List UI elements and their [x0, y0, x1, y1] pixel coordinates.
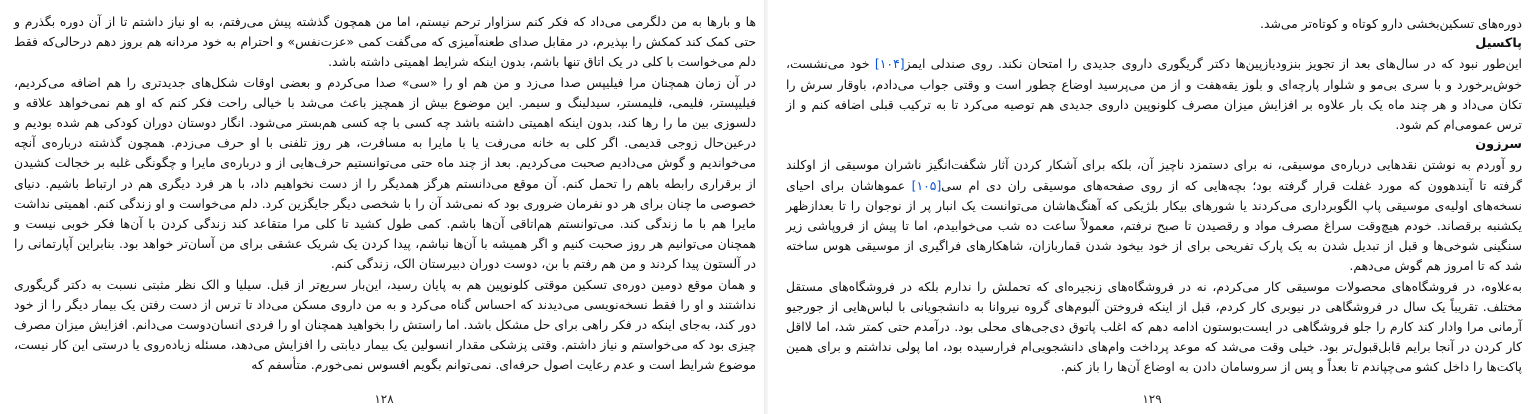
paragraph: به‌علاوه، در فروشگاه‌های محصولات موسیقی کار می‌کردم، نه در فروشگاه‌های زنجیره‌ای که تحملش را ندارم بلکه در فروشگاه‌های مستقل مختلف. تقریباً یک سال در فروشگاهی در نیوبری کار کردم، قبل از اینکه فروختن آلبوم‌های گروه نیروانا به دانشجویانی با لباس‌هایی از جورجیو آرمانی مرا وادار کند کارم را جلو فروشگاهی در ایست‌بوستون ادامه دهم که اغلب پاتوق دی‌جی‌های محلی بود. درآمدم حتی کمتر شد، اما لااقل کار کردن در آنجا برایم قابل‌قبول‌تر بود. خیلی وقت می‌شد که موعد پرداخت وام‌های دانشجویی‌ام فرارسیده بود، اما پولی نداشتم و برای همین پاکت‌ها را داخل کشو می‌چپاندم تا بعداً و پس از سروسامان دادن به اوضاع آن‌ها را باز کنم. — [786, 278, 1522, 375]
paragraph — [786, 155, 1522, 276]
paragraph: ها و بارها به من دلگرمی می‌داد که فکر کنم سزاوار ترحم نیستم، اما من همچون گذشته پیش می‌رفتم، به او نیاز داشتم تا از آن دوره بگذرم و حتی کمک کند کمکش را بپذیرم، در مقابل صدای طعنه‌آمیزی که می‌گفت کمی «عزت‌نفس» و احترام به خود مردانه هم بروز دهم درحالی‌که فقط دلم می‌خواست با کلی در یک اتاق تنها باشم، بدون اینکه شرایط اهمیتی داشته باشد. — [14, 14, 756, 70]
section-heading: سرزون — [1475, 137, 1522, 153]
right-page — [768, 0, 1536, 414]
left-page-text — [14, 12, 756, 376]
paragraph: و همان موقع دومین دوره‌ی تسکین موقتی کلونوپین هم به پایان رسید، این‌بار سریع‌تر از قبل. سیلیا و الک نظر مثبتی نسبت به دکتر گریگوری نداشتند و او را فقط نسخه‌نویسی می‌دیدند که احساس گناه می‌کرد و به من داروی مسکن می‌داد تا ترس از دست رفتن یک بیمار دیگر را از خود دور کند، به‌جای اینکه در فکر راهی برای حل مشکل باشد. اما راستش را بخواهید همچنان او را فردی انسان‌دوست می‌دانم. افزایش میزان مصرف چیزی بود که می‌خواستم و نیاز داشتم. وقتی پزشکی مقدار انسولین یک بیمار دیابتی را افزایش می‌دهد، مسئله زیاده‌روی یا درستی این کار نیست، موضوع شرایط است و عدم رعایت اصول حرفه‌ای. نمی‌توانم بگویم افسوس نمی‌خورم. متأسفم که — [14, 276, 756, 373]
paragraph: در آن زمان همچنان مرا فیلیپس صدا می‌زد و من هم او را «سی» صدا می‌کردم و بعضی اوقات شکل‌های جدیدتری را هم اضافه می‌کردیم، فیلیپستر، فلیمی، فلیمستر، سیدلینگ و سیمر. این موضوع بیش از همچیز باعث می‌شد با خیالی راحت فکر کنم که او هم نمی‌خواهد علاقه و دلسوزی بین ما را رها کند، بدون اینکه اهمیتی داشته باشد چه کسی با چه کسی هم‌بستر می‌شود. انگار دوستان دوران کودکی هم شده بودیم و درعین‌حال زوجی قدیمی. اگر کلی به خانه می‌رفت یا با مایرا به مسافرت، هر روز تلفنی با او حرف می‌زدم. همچون گذشته درباره‌ی آنچه می‌خواندیم و گوش می‌دادیم صحبت می‌کردیم. بعد از چند ماه حتی می‌توانستیم حرف‌هایی از و درباره‌ی مایرا و چگونگی غلبه بر خجالت کشیدن از برقراری رابطه باهم را تحمل کنم. آن موقع می‌دانستم هرگز همدیگر را از دست نخواهیم داد، با هر فرد دیگری هم در ارتباط باشیم. دنیای خصوصی ما چنان برای هر دو نفرمان ضروری بود که نمی‌شد آن را با شخصی دیگر جایگزین کرد. دلم می‌خواست و او زندگی کنم. اهمیتی نداشت مایرا هم با ما زندگی کند. می‌توانستم هم‌اتاقی آن‌ها باشم. کمی طول کشید تا کلی مرا متقاعد کند زندگی کردن با آن‌ها فکر خوبی نیست و همچنان می‌توانیم هر روز صحبت کنیم و اگر همیشه با آن‌ها نباشم، پیدا کردن یک شریک عشقی برای من آسان‌تر خواهد بود. بنابراین آپارتمانی را در آلستون پیدا کردند و من هم رفتم با بن، دوست دوران دبیرستان الک، زندگی کنم. — [14, 74, 756, 272]
paragraph: دوره‌های تسکین‌بخشی دارو کوتاه و کوتاه‌تر می‌شد. — [1260, 16, 1522, 31]
page-number: ۱۲۹ — [1142, 392, 1162, 406]
paragraph-text: خود می‌نشست، خوش‌برخورد و با سری بی‌مو و شلوار پارچه‌ای و بلوز یقه‌هفت و از من می‌پرسید اوضاع چطور است و وقتی جواب می‌دادم، باوقار سرش را تکان می‌داد و هر چند ماه یک بار علاوه بر افزایش میزان مصرف کلونوپین داروی جدیدی هم توصیه می‌کرد تا به ترکیب قبلی اضافه کنم و از ترس عمومی‌ام کم شود. — [786, 56, 1522, 133]
page-number: ۱۲۸ — [374, 392, 394, 406]
paragraph — [786, 54, 1522, 135]
section-heading: پاکسیل — [1475, 36, 1522, 52]
paragraph-text: این‌طور نبود که در سال‌های بعد از تجویز بنزودیازپین‌ها دکتر گریگوری داروی جدیدی را امتحان نکند. روی صندلی ایمز — [904, 56, 1522, 72]
paragraph-text: عموهاشان برای احیای نسخه‌های اولیه‌ی موسیقی پاپ الگوبرداری می‌کردند یا شورهای بیکار بلژیکی که آهنگ‌هاشان می‌توانست یک انبار پر از نوجوان را تا بعدازظهر یکشنبه برقصاند. خودم هیچ‌وقت سراغ مصرف مواد و رقصیدن تا صبح نرفتم، معمولاً ساعت ده شب می‌خوابیدم، اما تا پیش از فروپاشی زیر سنگینی شوخی‌ها و قبل از تبدیل شدن به یک پارک تفریحی برای از خود بیخود شدن قماربازان، شاهکارهای فراگیری از موسیقی هوس ساخته شد که تا امروز هم گوش می‌دهم. — [786, 177, 1522, 274]
footnote-link[interactable]: [۱۰۴] — [874, 56, 905, 72]
footnote-link[interactable]: [۱۰۵] — [911, 177, 942, 193]
paragraph-text: رو آوردم به نوشتن نقدهایی درباره‌ی موسیقی، نه برای دستمزد ناچیز آن، بلکه برای آشکار کردن آثار شگفت‌انگیز ناشران موسیقی از اوکلند گرفته تا آیندهوون که مورد غفلت قرار گرفته بود؛ بچه‌هایی که از روی صفحه‌های موسیقی ران دی ام سی — [786, 157, 1522, 193]
right-page-text — [786, 14, 1522, 378]
